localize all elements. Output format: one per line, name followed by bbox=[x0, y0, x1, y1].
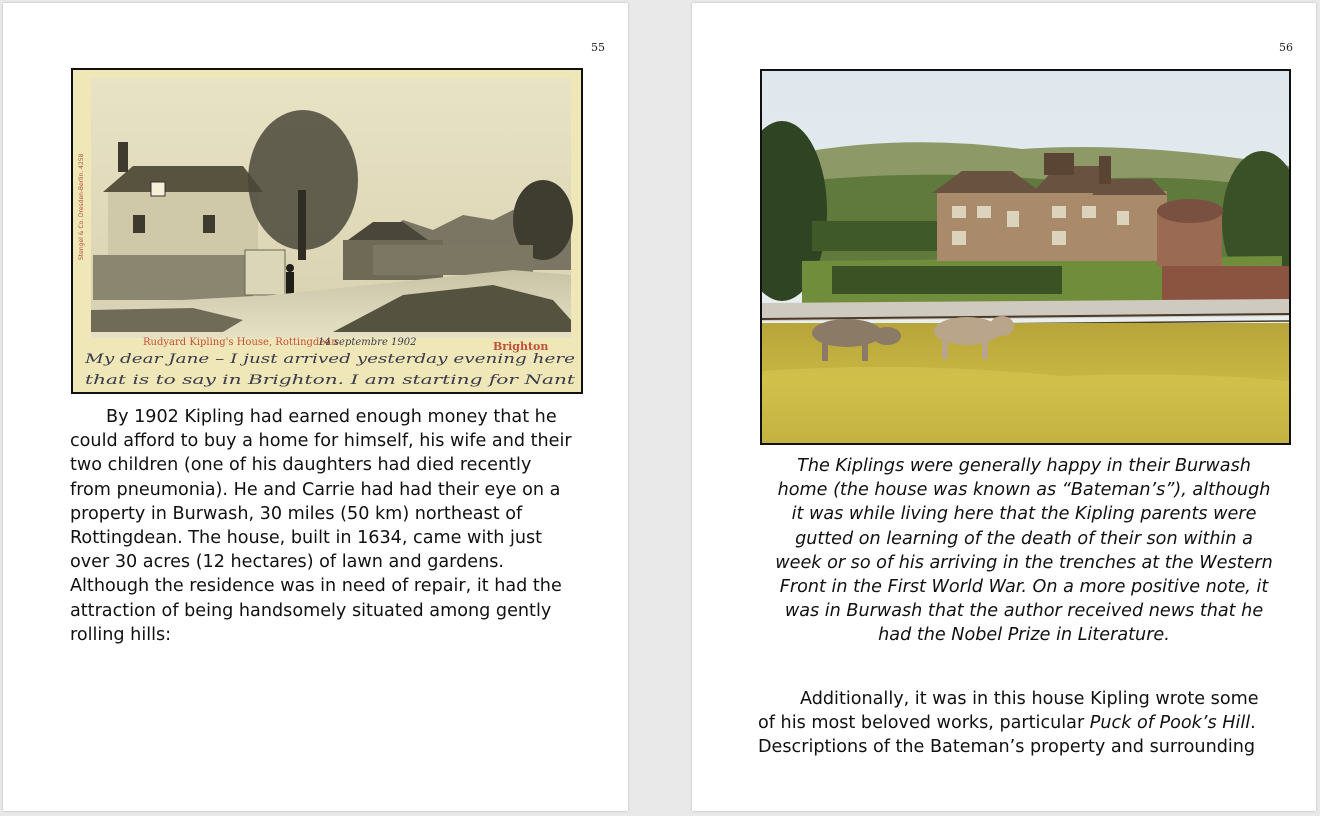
postcard-handwritten-date: 14 septembre 1902 bbox=[318, 337, 417, 348]
caption-line: week or so of his arriving in the trenches at the Western bbox=[775, 552, 1273, 573]
paragraph-line: Although the residence was in need of repair, it had the bbox=[70, 576, 562, 597]
body-paragraph bbox=[70, 405, 618, 647]
photo-caption bbox=[754, 454, 1294, 648]
paragraph-line: could afford to buy a home for himself, his wife and their bbox=[70, 431, 572, 452]
caption-line: Front in the First World War. On a more positive note, it bbox=[779, 577, 1269, 598]
caption-line: The Kiplings were generally happy in their Burwash bbox=[797, 456, 1251, 476]
postcard-handwritten-line: My dear Jane – I just arrived yesterday evening here bbox=[83, 352, 576, 367]
paragraph-line: from pneumonia). He and Carrie had had their eye on a bbox=[70, 479, 561, 500]
paragraph-line: By 1902 Kipling had earned enough money that he bbox=[106, 407, 557, 427]
postcard-handwritten-line: that is to say in Brighton. I am starting for Nant bbox=[85, 373, 577, 388]
body-paragraph bbox=[758, 687, 1306, 760]
batemans-photo bbox=[760, 69, 1291, 445]
right-page bbox=[692, 3, 1316, 811]
caption-line: was in Burwash that the author received news that he bbox=[784, 601, 1264, 622]
paragraph-line: of his most beloved works, particular Puck of Pook’s Hill. bbox=[758, 713, 1256, 734]
left-page bbox=[3, 3, 628, 811]
paragraph-line: attraction of being handsomely situated among gently bbox=[70, 600, 552, 621]
paragraph-line: two children (one of his daughters had died recently bbox=[70, 455, 532, 476]
paragraph-line: property in Burwash, 30 miles (50 km) northeast of bbox=[70, 503, 523, 524]
caption-line: had the Nobel Prize in Literature. bbox=[878, 625, 1170, 646]
postcard-image bbox=[71, 68, 583, 394]
postcard-title: Rudyard Kipling's House, Rottingdean bbox=[143, 337, 338, 348]
caption-line: it was while living here that the Kipling parents were bbox=[791, 504, 1257, 525]
publisher-mark: Stengel & Co. Dresden-Berlin. 4258 bbox=[78, 153, 85, 260]
postcard-place: Brighton bbox=[493, 340, 549, 353]
caption-line: gutted on learning of the death of their son within a bbox=[795, 528, 1253, 549]
caption-line: home (the house was known as “Bateman’s”), although bbox=[777, 480, 1271, 501]
paragraph-line: rolling hills: bbox=[70, 624, 172, 645]
paragraph-line: Rottingdean. The house, built in 1634, came with just bbox=[70, 528, 543, 549]
paragraph-line: Additionally, it was in this house Kipling wrote some bbox=[800, 689, 1259, 709]
page-number: 55 bbox=[591, 41, 605, 54]
book-title: Puck of Pook’s Hill bbox=[1089, 713, 1251, 734]
paragraph-line: Descriptions of the Bateman’s property and surrounding bbox=[758, 737, 1256, 758]
paragraph-line: over 30 acres (12 hectares) of lawn and gardens. bbox=[70, 552, 504, 573]
page-number: 56 bbox=[1279, 41, 1293, 54]
